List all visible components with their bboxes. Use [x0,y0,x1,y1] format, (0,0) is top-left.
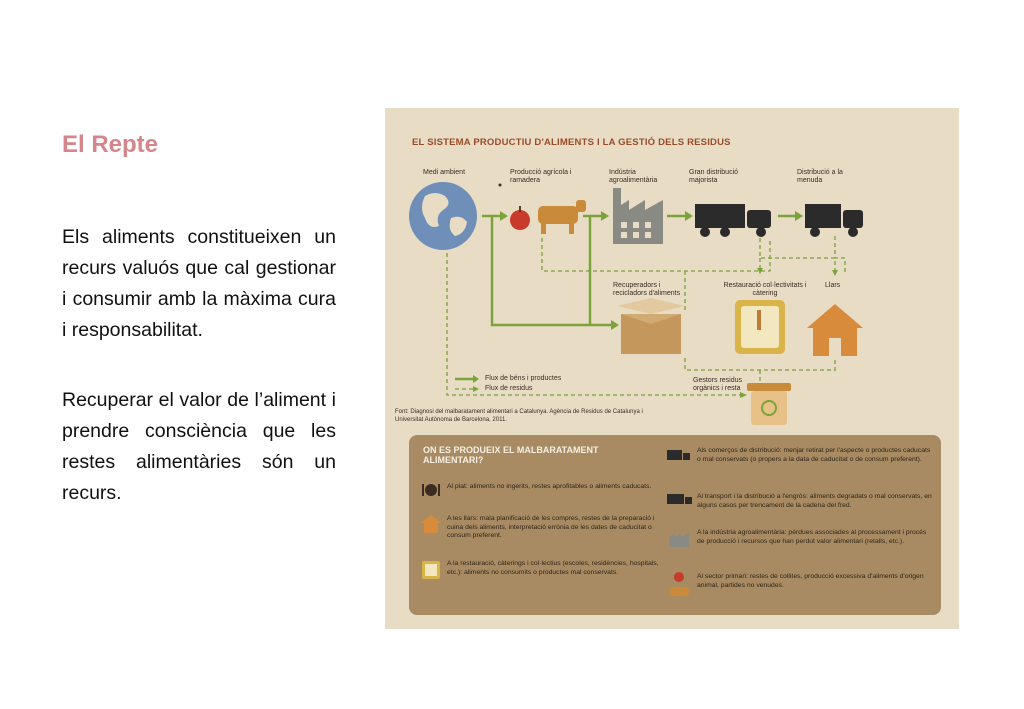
label-produccio: Producció agrícola i ramadera [510,169,572,184]
left-item-1: Al plat: aliments no ingerits, restes aprofitables o aliments caducats. [447,483,652,490]
delivery-truck-small-icon [667,449,691,463]
right-item-4: Al sector primari: restes de collites, producció excessiva d'aliments d'origen animal, partides no venudes. [697,573,924,589]
truck-small-icon [667,493,693,507]
waste-flow [760,238,835,273]
infographic-title: EL SISTEMA PRODUCTIU D'ALIMENTS I LA GESTIÓ DELS RESIDUS [412,137,731,148]
slide-title: El Repte [62,131,159,158]
legend-arrows [455,375,479,392]
right-item-2: Al transport i la distribució a l'engròs: aliments degradats o mal conservats, en alguns casos per trencament de la cadena del fred. [697,493,932,509]
legend-residus: Flux de residus [485,385,533,392]
waste-box [409,435,941,615]
right-item-1: Als comerços de distribució: menjar retirat per l'aspecte o productes caducats o mal conservats (o propers a la data de caducitat o de consum preferent). [697,447,931,463]
paragraph-1: Els aliments constitueixen un recurs valuós que cal gestionar i consumir amb la màxima cura i responsabilitat. [62,226,336,341]
recycling-bin-icon [747,383,791,425]
truck-icon [695,204,771,237]
label-distribucio-menuda: Distribució a la menuda [797,169,843,184]
label-industria: Indústria agroalimentària [609,169,658,184]
factory-icon [613,188,663,244]
house-icon [807,304,863,356]
legend-bens: Flux de béns i productes [485,375,562,382]
infographic [385,108,959,629]
right-item-3: A la indústria agroalimentària: pèrdues associades al processament i procés de producció i recursos que han perdut valor alimentari (retalls, etc.). [697,529,927,545]
factory-small-icon [669,531,689,547]
plate-icon [421,483,441,497]
waste-box-heading: ON ES PRODUEIX EL MALBARATAMENT ALIMENTARI? [423,445,599,465]
left-item-2: A les llars: mala planificació de les compres, restes de la preparació i cuina dels aliments, interpretació errònia de les dates de caducitat o consum preferent. [447,515,655,539]
label-llars: Llars [825,282,841,289]
label-gran-distribucio: Gran distribució majorista [689,169,739,184]
source-note: Font: Diagnosi del malbaratament alimentari a Catalunya. Agència de Residus de Catalunya i Universitat Autònoma de Barcelona, 2011. [395,409,643,423]
delivery-truck-icon [805,204,863,237]
globe-icon [409,182,477,250]
label-restauracio: Restauració col·lectivitats i càtering [723,282,807,297]
paragraph-2: Recuperar el valor de l’aliment i prendre consciència que les restes alimentàries són un recurs. [62,389,336,504]
box-icon [617,298,685,354]
apple-icon [510,206,530,230]
farm-icon [667,571,691,601]
meal-tray-icon [735,300,785,354]
label-medi-ambient: Medi ambient [423,169,466,176]
label-gestors: Gestors residus orgànics i resta [693,377,743,392]
tray-small-icon [421,560,441,580]
house-small-icon [421,515,441,533]
cow-icon [538,200,586,234]
left-item-3: A la restauració, càterings i col·lectius (escoles, residències, hospitals, etc.): aliments no consumits o productes mal conservats. [447,560,659,576]
label-recuperadors: Recuperadors i recicladors d'aliments [613,282,681,297]
